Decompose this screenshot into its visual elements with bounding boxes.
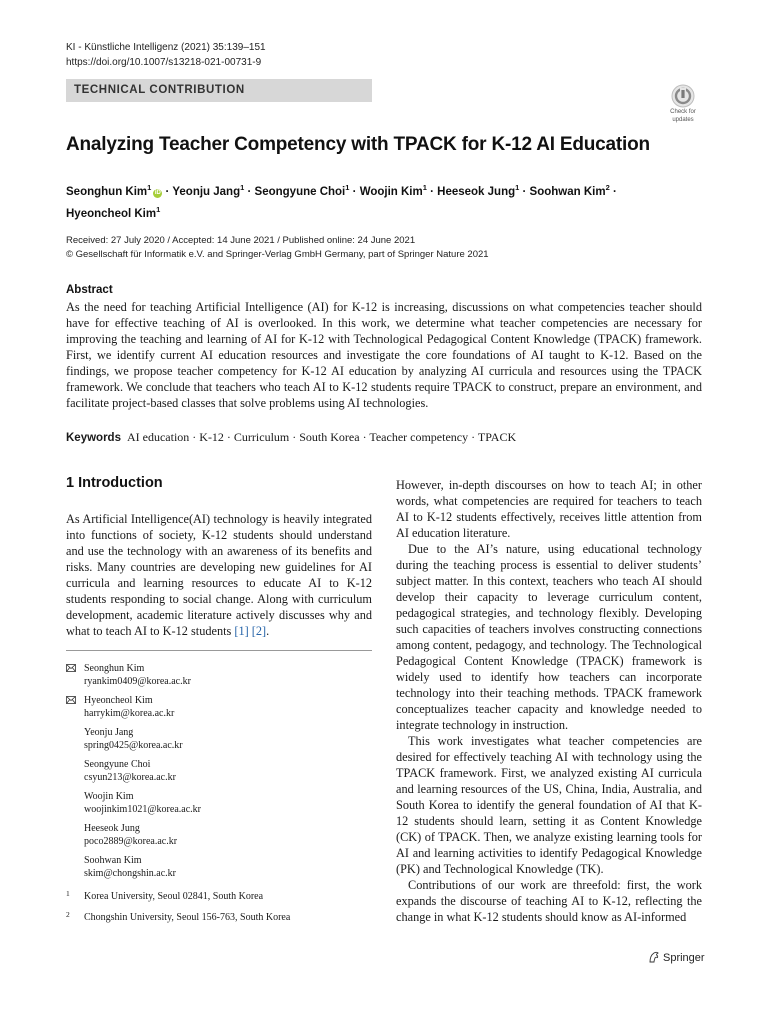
body-paragraph: However, in-depth discourses on how to teach AI; in other words, what competencies are required for teachers to teach AI to K-12 students effectively, receives little attention from AI education literature. [396,478,702,540]
contact-entry [66,662,372,688]
dates-line: Received: 27 July 2020 / Accepted: 14 June 2021 / Published online: 24 June 2021 [66,235,416,246]
contact-name: Woojin Kim [84,791,134,802]
publisher-name: Springer [663,952,705,964]
orcid-icon[interactable]: iD [154,189,161,196]
author-name[interactable]: Hyeoncheol Kim$^1$ [66,204,161,220]
author-name[interactable]: Seonghun Kim$^1$iD [66,183,161,198]
citation-link[interactable]: [1] [234,624,249,638]
contact-name: Heeseok Jung [84,823,140,834]
affiliation-number: 1 [66,889,70,898]
affiliation-text: Chongshin University, Seoul 156-763, South Korea [84,912,291,923]
envelope-icon [66,663,76,676]
contact-name: Seonghun Kim [84,663,145,674]
author-name[interactable]: Soohwan Kim$^2$ [529,183,610,198]
journal-header [66,40,266,70]
contact-email[interactable]: ryankim0409@korea.ac.kr [84,676,191,687]
right-column [396,477,702,925]
contact-entry [66,790,372,816]
affiliation-number: 2 [66,910,70,919]
publisher-logo [648,951,705,964]
keywords-line [66,430,516,445]
author-list: Seonghun Kim$^1$iD · Yeonju Jang$^1$ · Seongyune Choi$^1$ · Woojin Kim$^1$ · Heeseok Jung$^1$ · Soohwan Kim$^2$ · Hyeoncheol Kim$^1$ [66,183,617,220]
contact-name: Soohwan Kim [84,855,142,866]
author-name[interactable]: Woojin Kim$^1$ [359,183,427,198]
affiliation-entry [66,911,372,924]
contact-email[interactable]: woojinkim1021@korea.ac.kr [84,804,201,815]
author-name[interactable]: Seongyune Choi$^1$ [254,183,350,198]
abstract-heading: Abstract [66,284,113,296]
envelope-icon [66,695,76,708]
section-heading-introduction: 1 Introduction [66,475,163,491]
contact-email[interactable]: poco2889@korea.ac.kr [84,836,178,847]
body-paragraph: This work investigates what teacher competencies are desired for effectively teaching AI with technology using the TPACK framework. First, we analyzed existing AI curricula and learning resources of the US, China, India, Australia, and South Korea to identify the general foundation of AI that K-12 students should learn, setting it as Content Knowledge (CK) of TPACK. Then, we analyze existing learning tools for AI and learning activities to identify Pedagogical Knowledge (PK) and Technological Knowledge (TK). [396,734,702,876]
contact-entry [66,726,372,752]
contact-name: Yeonju Jang [84,727,134,738]
article-type-banner: TECHNICAL CONTRIBUTION [66,79,372,102]
intro-paragraph: As Artificial Intelligence(AI) technology is heavily integrated into functions of society, K-12 students should understand and use the technology with an awareness of its benefits and risks. Many countries are developing new guidelines for AI curricula and learning resources to educate AI to K-12 students responding to social change. Along with curriculum development, academic literature actively discusses why and what to teach AI to K-12 students [1] [2]. [66,512,372,638]
citation-link[interactable]: [2] [251,624,267,638]
check-for-updates-icon [671,84,695,108]
contact-email[interactable]: spring0425@korea.ac.kr [84,740,183,751]
contact-name: Hyeoncheol Kim [84,695,153,706]
copyright-line: © Gesellschaft für Informatik e.V. and Springer-Verlag GmbH Germany, part of Springer Nature 2021 [66,249,489,260]
affiliation-text: Korea University, Seoul 02841, South Korea [84,891,264,902]
contact-email[interactable]: harrykim@korea.ac.kr [84,708,175,719]
author-name[interactable]: Heeseok Jung$^1$ [437,183,520,198]
contact-email[interactable]: csyun213@korea.ac.kr [84,772,176,783]
contact-entry [66,694,372,720]
publication-dates [66,234,489,262]
body-paragraph: Contributions of our work are threefold: first, the work expands the discourse of teaching AI to K-12, reflecting the change in what K-12 students should know as AI-informed [396,878,702,924]
springer-horse-icon [648,951,660,963]
footnote-divider [66,650,372,651]
doi-link[interactable]: https://doi.org/10.1007/s13218-021-00731-9 [66,57,262,68]
contact-email[interactable]: skim@chongshin.ac.kr [84,868,176,879]
affiliation-entry [66,890,372,903]
paper-title: Analyzing Teacher Competency with TPACK for K-12 AI Education [66,134,650,155]
updates-label: updates [672,116,694,123]
contact-entry [66,854,372,880]
keywords-label: Keywords [66,432,121,444]
author-name[interactable]: Yeonju Jang$^1$ [172,183,245,198]
author-contacts [66,662,372,924]
journal-citation: KI - Künstliche Intelligenz (2021) 35:139–151 [66,42,266,53]
contact-entry [66,758,372,784]
keywords-text: AI education · K-12 · Curriculum · South Korea · Teacher competency · TPACK [126,430,517,444]
body-paragraph: Due to the AI’s nature, using educational technology during the teaching process is essential to deliver students’ subject matter. In this context, teachers who teach AI should develop their capacity to leverage curriculum content, pedagogical strategies, and technology flexibly. Developing such capacities of teachers involves constructing connections among content, pedagogy, and technology. The Technological Pedagogical Content Knowledge (TPACK) framework is widely used to identify how teachers can incorporate technology into their teaching methods. TPACK framework conceptualizes teacher capacity and knowledge needed to integrate technology in instruction. [396,542,702,732]
abstract-body: As the need for teaching Artificial Intelligence (AI) for K-12 is increasing, discussions on what competencies teacher should have for effective teaching of AI is overlooked. In this work, we determine what teacher competencies are necessary for improving the teaching and learning of AI for K-12 with Technological Pedagogical Content Knowledge (TPACK) framework. First, we identify current AI education resources and investigate the core foundations of AI taught to K-12. Based on the findings, we propose teacher competency for K-12 AI education by analyzing AI curricula and resources using the TPACK framework. We conclude that teachers who teach AI to K-12 students require TPACK to construct, prepare an environment, and facilitate project-based classes that solve problems using AI technologies. [66,300,702,410]
check-for-updates-badge[interactable] [664,84,702,124]
contact-name: Seongyune Choi [84,759,151,770]
check-for-label: Check for [670,109,696,115]
contact-entry [66,822,372,848]
